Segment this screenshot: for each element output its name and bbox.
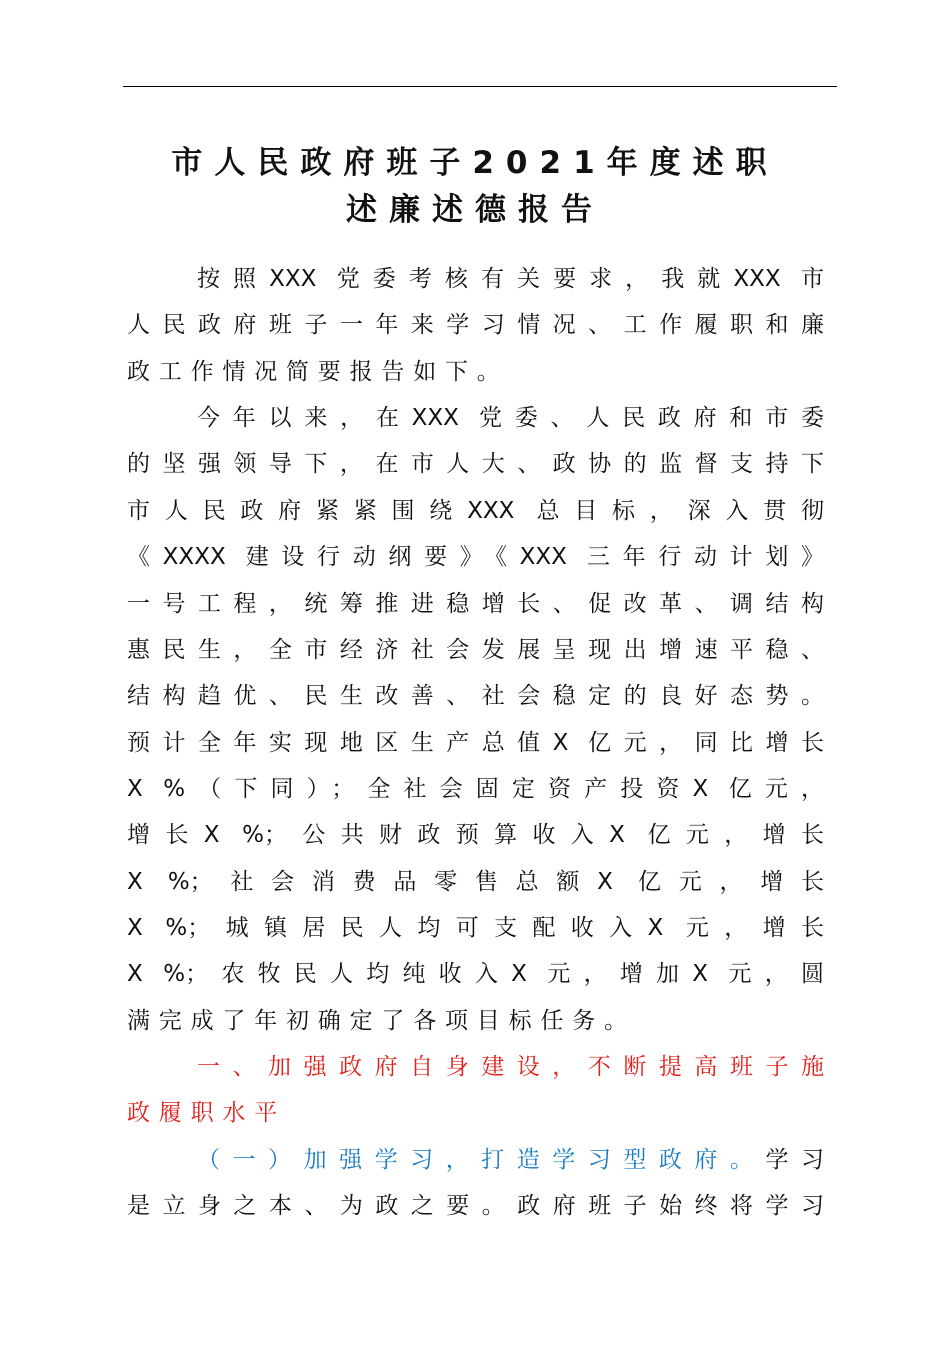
body-line: 政工作情况简要报告如下。 (127, 358, 509, 385)
body-line: 预计全年实现地区生产总值X 亿元，同比增长 (127, 729, 824, 756)
body-line: 《XXXX 建设行动纲要》《XXX 三年行动计划》 (127, 544, 824, 571)
header-rule (123, 86, 837, 87)
subheading-text: （一）加强学习，打造学习型政府。 (197, 1146, 766, 1173)
body-line (197, 1144, 824, 1176)
body-line: 是立身之本、为政之要。政府班子始终将学习 (127, 1193, 824, 1219)
body-line: 惠民生，全市经济社会发展呈现出增速平稳、 (127, 636, 824, 663)
section-heading-line: 政履职水平 (127, 1100, 286, 1127)
body-line: X %（下同）；全社会固定资产投资X 亿元， (127, 775, 824, 802)
body-line: 增长X %；公共财政预算收入X 亿元，增长 (127, 822, 824, 849)
body-line: 市人民政府紧紧围绕XXX 总目标，深入贯彻 (127, 497, 824, 524)
document-title-line-1: 市人民政府班子2021年度述职 (171, 145, 779, 181)
body-line: 今年以来，在XXX 党委、人民政府和市委 (197, 405, 824, 432)
section-heading-line: 一、加强政府自身建设，不断提高班子施 (197, 1054, 824, 1080)
body-line: 结构趋优、民生改善、社会稳定的良好态势。 (127, 683, 824, 710)
body-line: 一号工程，统筹推进稳增长、促改革、调结构 (127, 590, 824, 617)
body-line: X %；社会消费品零售总额X 亿元，增长 (127, 868, 824, 895)
body-text: 学习 (765, 1146, 824, 1173)
body-line: X %；城镇居民人均可支配收入X 元，增长 (127, 914, 824, 941)
body-line: X %；农牧民人均纯收入X 元，增加X 元，圆 (127, 961, 824, 988)
body-line: 人民政府班子一年来学习情况、工作履职和廉 (127, 312, 824, 339)
body-line: 按照XXX 党委考核有关要求，我就XXX 市 (197, 266, 824, 292)
body-line: 满完成了年初确定了各项目标任务。 (127, 1007, 636, 1034)
document-title-line-2: 述廉述德报告 (346, 192, 604, 228)
body-line: 的坚强领导下，在市人大、政协的监督支持下 (127, 451, 824, 478)
